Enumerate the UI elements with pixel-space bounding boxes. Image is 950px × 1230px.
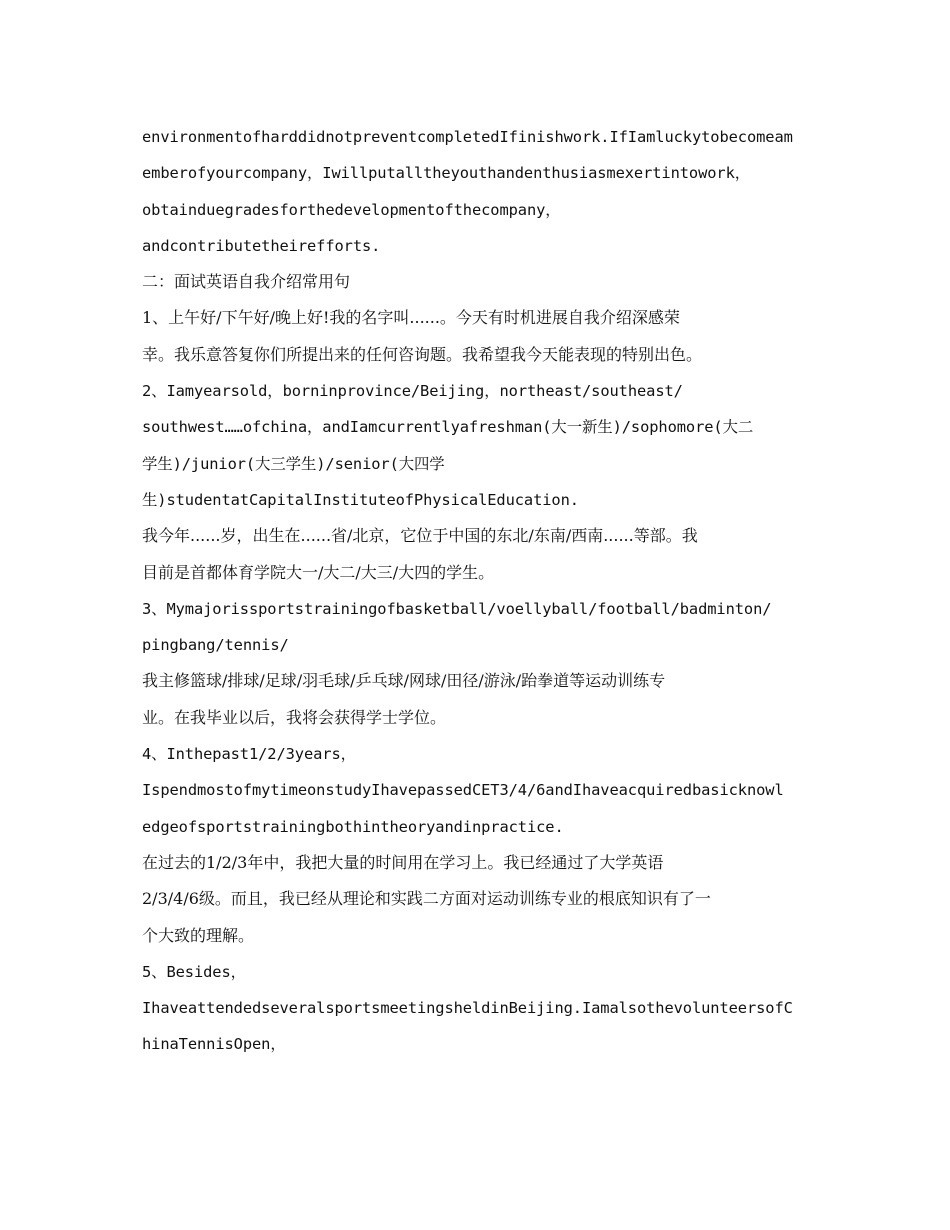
text-line: 在过去的1/2/3年中，我把大量的时间用在学习上。我已经通过了大学英语 — [142, 852, 664, 872]
text-line: emberofyourcompany，Iwillputalltheyouthandenthusiasmexertintowork， — [142, 164, 751, 183]
text-line: 幸。我乐意答复你们所提出来的任何咨询题。我希望我今天能表现的特别出色。 — [142, 344, 703, 364]
text-line: southwest……ofchina，andIamcurrentlyafreshman(大一新生)/sophomore(大二 — [142, 418, 754, 437]
text-line: 生)studentatCapitalInstituteofPhysicalEducation. — [142, 490, 579, 509]
text-line: 我今年......岁，出生在......省/北京，它位于中国的东北/东南/西南......等部。我 — [142, 526, 698, 546]
text-line: IhaveattendedseveralsportsmeetingsheldinBeijing.IamalsothevolunteersofC — [142, 999, 793, 1018]
text-line: pingbang/tennis/ — [142, 636, 289, 655]
text-line: 5、Besides， — [142, 962, 246, 981]
text-line: environmentofharddidnotpreventcompletedIfinishwork.IfIamluckytobecomeam — [142, 128, 793, 146]
text-line: 目前是首都体育学院大一/大二/大三/大四的学生。 — [142, 562, 495, 582]
text-line: 业。在我毕业以后，我将会获得学士学位。 — [142, 707, 447, 727]
text-line: IspendmostofmytimeonstudyIhavepassedCET3/4/6andIhaveacquiredbasicknowl — [142, 781, 784, 800]
text-line: 3、Mymajorissportstrainingofbasketball/voellyball/football/badminton/ — [142, 599, 772, 618]
text-line: 我主修篮球/排球/足球/羽毛球/乒乓球/网球/田径/游泳/跆拳道等运动训练专 — [142, 671, 666, 691]
text-line: 学生)/junior(大三学生)/senior(大四学 — [142, 454, 445, 473]
text-line: 1、上午好/下午好/晚上好!我的名字叫......。今天有时机进展自我介绍深感荣 — [142, 308, 680, 328]
text-line: obtainduegradesforthedevelopmentofthecompany， — [142, 200, 561, 219]
document-body — [142, 119, 810, 1063]
text-line: 个大致的理解。 — [142, 925, 255, 945]
section-heading: 二：面试英语自我介绍常用句 — [142, 272, 351, 292]
text-line: andcontributetheirefforts. — [142, 236, 381, 255]
text-line: 2/3/4/6级。而且，我已经从理论和实践二方面对运动训练专业的根底知识有了一 — [142, 889, 711, 909]
text-line: edgeofsportstrainingbothintheoryandinpractice. — [142, 817, 564, 836]
text-line: 2、Iamyearsold，borninprovince/Beijing，northeast/southeast/ — [142, 382, 683, 401]
text-line: 4、Inthepast1/2/3years， — [142, 745, 356, 764]
text-line: hinaTennisOpen， — [142, 1035, 286, 1054]
